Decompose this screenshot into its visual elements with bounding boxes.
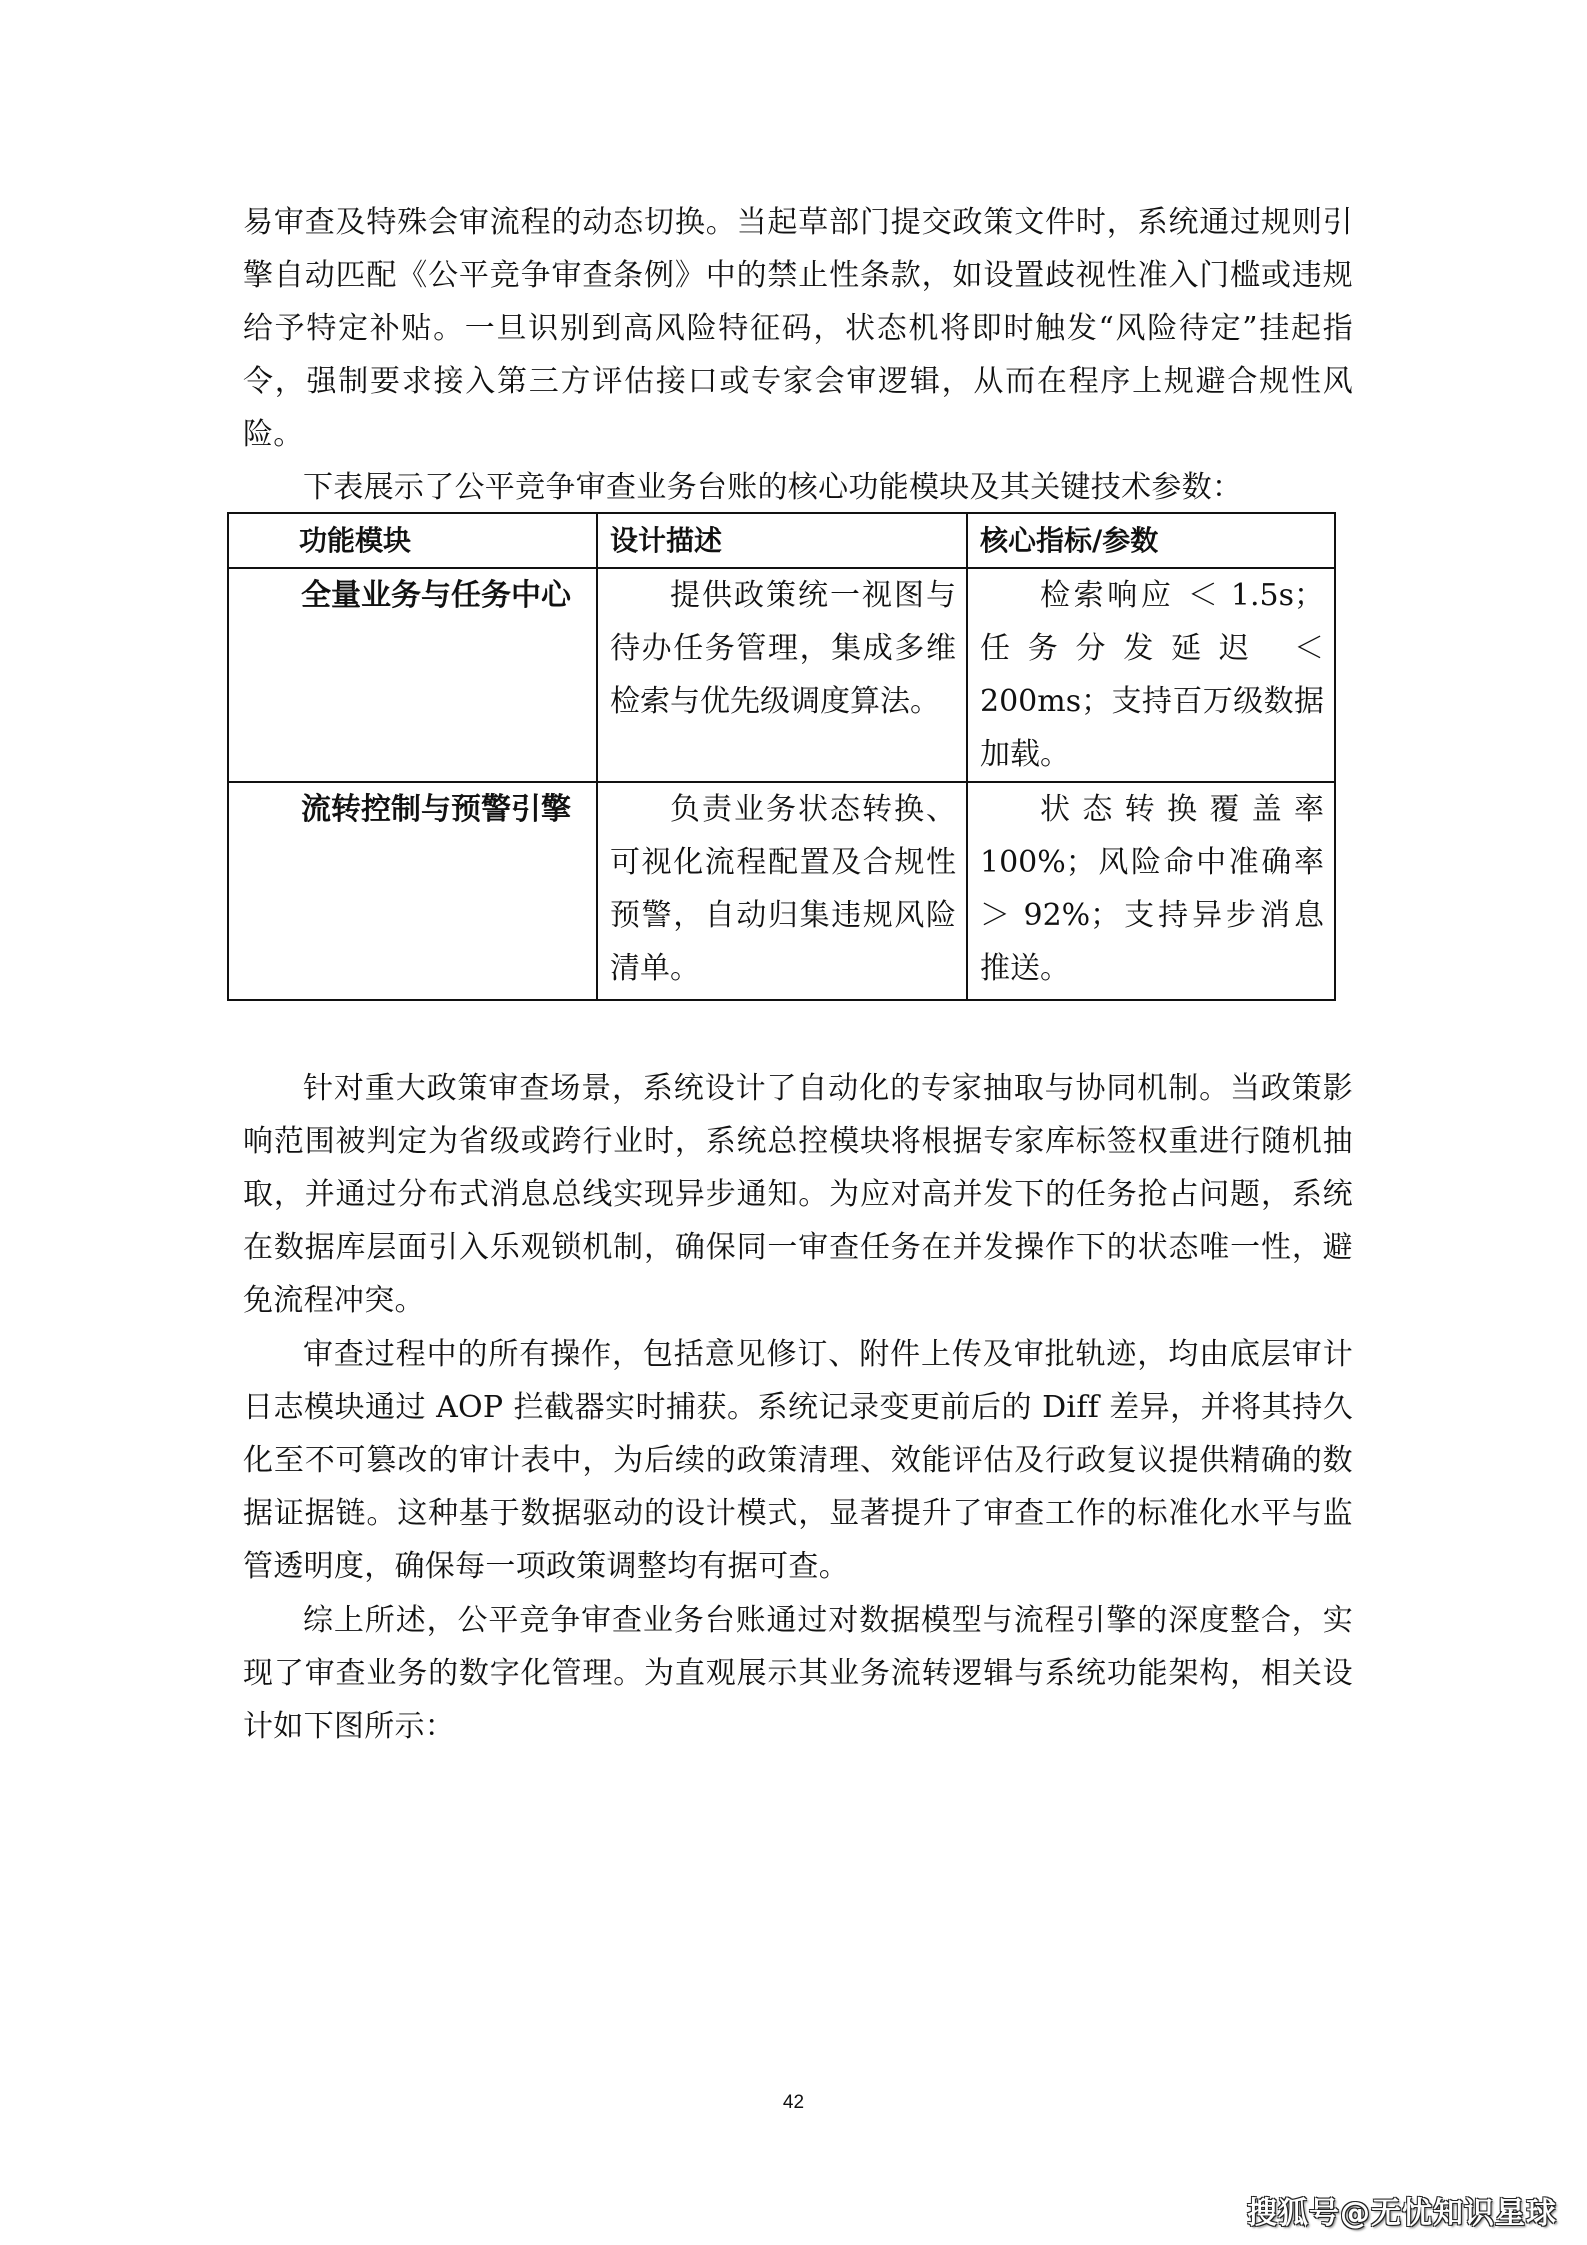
cell-metrics: 状态转换覆盖率 100%；风险命中准确率 ＞ 92%；支持异步消息推送。 [967,782,1335,1000]
cell-description: 提供政策统一视图与待办任务管理，集成多维检索与优先级调度算法。 [597,568,967,782]
function-module-table [227,512,1336,1001]
page-number: 42 [782,2092,805,2113]
paragraph-audit-log: 审查过程中的所有操作，包括意见修订、附件上传及审批轨迹，均由底层审计日志模块通过 AOP 拦截器实时捕获。系统记录变更前后的 Diff 差异，并将其持久化至不可篡改的审计表中，为后续的政策清理、效能评估及行政复议提供精确的数据证据链。这种基于数据驱动的设计模式，显著提升了审查工作的标准化水平与监管透明度，确保每一项政策调整均有据可查。 [243,1337,1353,1584]
table-row [228,782,1335,1000]
paragraph-table-intro: 下表展示了公平竞争审查业务台账的核心功能模块及其关键技术参数： [303,470,1243,505]
cell-description: 负责业务状态转换、可视化流程配置及合规性预警，自动归集违规风险清单。 [597,782,967,1000]
header-design-description: 设计描述 [597,513,967,568]
paragraph-expert-selection: 针对重大政策审查场景，系统设计了自动化的专家抽取与协同机制。当政策影响范围被判定为省级或跨行业时，系统总控模块将根据专家库标签权重进行随机抽取，并通过分布式消息总线实现异步通知。为应对高并发下的任务抢占问题，系统在数据库层面引入乐观锁机制，确保同一审查任务在并发操作下的状态唯一性，避免流程冲突。 [243,1071,1353,1318]
table-header-row [228,513,1335,568]
watermark: 搜狐号@无忧知识星球 [1247,2196,1557,2231]
paragraph-summary: 综上所述，公平竞争审查业务台账通过对数据模型与流程引擎的深度整合，实现了审查业务的数字化管理。为直观展示其业务流转逻辑与系统功能架构，相关设计如下图所示： [243,1603,1353,1744]
table-row [228,568,1335,782]
cell-module: 全量业务与任务中心 [228,568,597,782]
cell-metrics: 检索响应 ＜ 1.5s；任务分发延迟 ＜ 200ms；支持百万级数据加载。 [967,568,1335,782]
cell-module: 流转控制与预警引擎 [228,782,597,1000]
paragraph-state-machine: 易审查及特殊会审流程的动态切换。当起草部门提交政策文件时，系统通过规则引擎自动匹配《公平竞争审查条例》中的禁止性条款，如设置歧视性准入门槛或违规给予特定补贴。一旦识别到高风险特征码，状态机将即时触发“风险待定”挂起指令，强制要求接入第三方评估接口或专家会审逻辑，从而在程序上规避合规性风险。 [243,205,1353,452]
header-core-metrics: 核心指标/参数 [967,513,1335,568]
header-function-module: 功能模块 [228,513,597,568]
